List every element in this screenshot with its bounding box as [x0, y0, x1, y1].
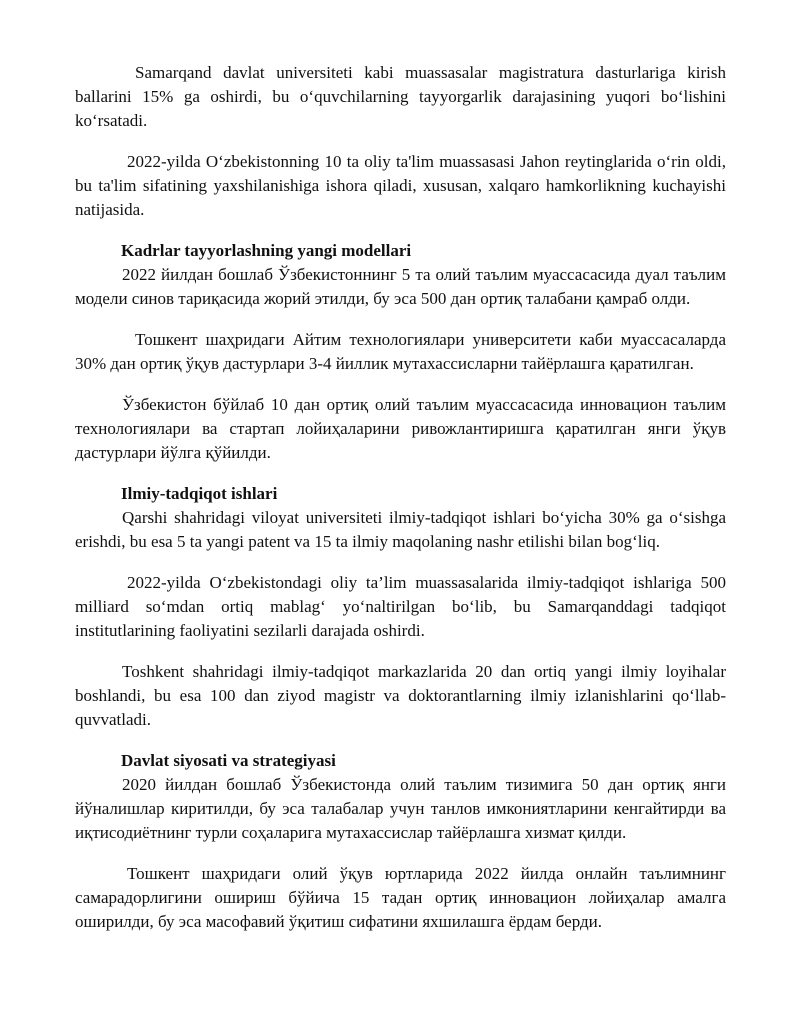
paragraph-section2-1: Qarshi shahridagi viloyat universiteti ilmiy-tadqiqot ishlari bo‘yicha 30% ga o‘sishga erishdi, bu esa 5 ta yangi patent va 15 ta ilmiy maqolaning nashr etilishi bilan bog‘liq.	[75, 508, 726, 551]
paragraph-section2-3: Toshkent shahridagi ilmiy-tadqiqot markazlarida 20 dan ortiq yangi ilmiy loyihalar boshlandi, bu esa 100 dan ziyod magistr va doktorantlarning ilmiy izlanishlarini qo‘llab-quvvatladi.	[75, 662, 726, 729]
section-heading-kadrlar: Kadrlar tayyorlashning yangi modellari	[121, 241, 412, 260]
paragraph-section1-3: Ўзбекистон бўйлаб 10 дан ортиқ олий таълим муассасасида инновацион таълим технологиялари ва стартап лойиҳаларини ривожлантиришга қаратилган янги ўқув дастурлари йўлга қўйилди.	[75, 395, 726, 462]
paragraph-intro-1: Samarqand davlat universiteti kabi muassasalar magistratura dasturlariga kirish ballarini 15% ga oshirdi, bu o‘quvchilarning tayyorgarlik darajasining yuqori bo‘lishini ko‘rsatadi.	[75, 63, 726, 130]
paragraph-section1-1: 2022 йилдан бошлаб Ўзбекистоннинг 5 та олий таълим муассасасида дуал таълим модели синов тариқасида жорий этилди, бу эса 500 дан ортиқ талабани қамраб олди.	[75, 265, 726, 308]
paragraph-section3-1: 2020 йилдан бошлаб Ўзбекистонда олий таълим тизимига 50 дан ортиқ янги йўналишлар киритилди, бу эса талабалар учун танлов имкониятларини кенгайтирди ва иқтисодиётнинг турли соҳаларига мутахассислар тайёрлашга хизмат қилди.	[75, 775, 726, 842]
paragraph-section1-2: Тошкент шаҳридаги Айтим технологиялари университети каби муассасаларда 30% дан ортиқ ўқув дастурлари 3-4 йиллик мутахассисларни тайёрлашга қаратилган.	[75, 330, 726, 373]
section-heading-ilmiy: Ilmiy-tadqiqot ishlari	[121, 484, 278, 503]
section-heading-davlat: Davlat siyosati va strategiyasi	[121, 751, 336, 770]
paragraph-intro-2: 2022-yilda O‘zbekistonning 10 ta oliy ta'lim muassasasi Jahon reytinglarida o‘rin oldi, bu ta'lim sifatining yaxshilanishiga ishora qiladi, xususan, xalqaro hamkorlikning kuchayishi natijasida.	[75, 152, 726, 219]
paragraph-section3-2: Тошкент шаҳридаги олий ўқув юртларида 2022 йилда онлайн таълимнинг самарадорлигини ошириш бўйича 15 тадан ортиқ инновацион лойиҳалар амалга оширилди, бу эса масофавий ўқитиш сифатини яхшилашга ёрдам берди.	[75, 864, 726, 931]
paragraph-section2-2: 2022-yilda O‘zbekistondagi oliy ta’lim muassasalarida ilmiy-tadqiqot ishlariga 500 milliard so‘mdan ortiq mablag‘ yo‘naltirilgan bo‘lib, bu Samarqanddagi tadqiqot institutlarining faoliyatini sezilarli darajada oshirdi.	[75, 573, 726, 640]
document-page	[75, 61, 726, 951]
